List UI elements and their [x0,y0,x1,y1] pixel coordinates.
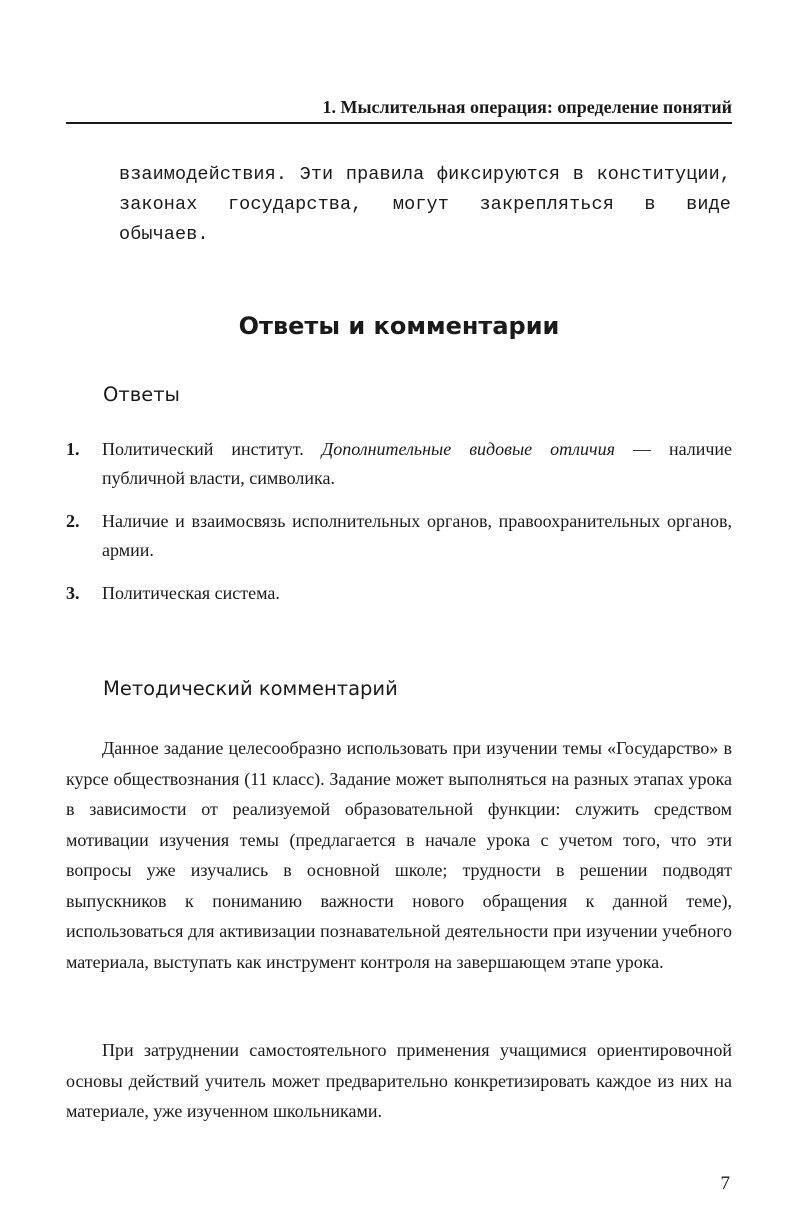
answer-italic-term: Дополнительные видовые отличия [321,439,615,459]
answer-text-rest: — наличие публичной власти, символика. [102,439,733,488]
answer-item-1 [66,435,732,493]
method-comment-paragraph-2: При затруднении самостоятельного применения учащимися ориентировочной основы действий учитель может предварительно конкретизировать каждое из них на материале, уже изученном школьниками. [66,1040,732,1121]
section-title: Ответы и комментарии [238,312,560,340]
answer-text: Наличие и взаимосвязь исполнительных органов, правоохранительных органов, армии. [102,511,732,560]
answer-text: Политическая система. [102,583,280,603]
answer-number: 1. [66,439,80,459]
answers-list [66,435,732,622]
answer-item-2 [66,507,732,565]
method-comment-paragraph-1: Данное задание целесообразно использовать при изучении темы «Государство» в курсе обществознания (11 класс). Задание может выполняться на разных этапах урока в зависимости от реализуемой образовательной функции: служить средством мотивации изучения темы (предлагается в начале урока с учетом того, что эти вопросы уже изучались в основной школе; трудности в решении подводят выпускников к пониманию важности нового обращения к данной теме), использоваться для активизации познавательной деятельности при изучении учебного материала, выступать как инструмент контроля на завершающем этапе урока. [66,738,732,972]
answer-item-3 [66,579,732,608]
page-number: 7 [720,1173,730,1194]
running-header: 1. Мыслительная операция: определение понятий [66,94,732,124]
continuation-paragraph: взаимодействия. Эти правила фиксируются в конституции, законах государства, могут закрепляться в виде обычаев. [119,164,731,245]
answer-text: Политический институт. [102,439,322,459]
answer-number: 3. [66,583,80,603]
method-comment-heading: Методический комментарий [103,677,398,700]
answer-number: 2. [66,511,80,531]
answers-heading: Ответы [103,383,180,406]
